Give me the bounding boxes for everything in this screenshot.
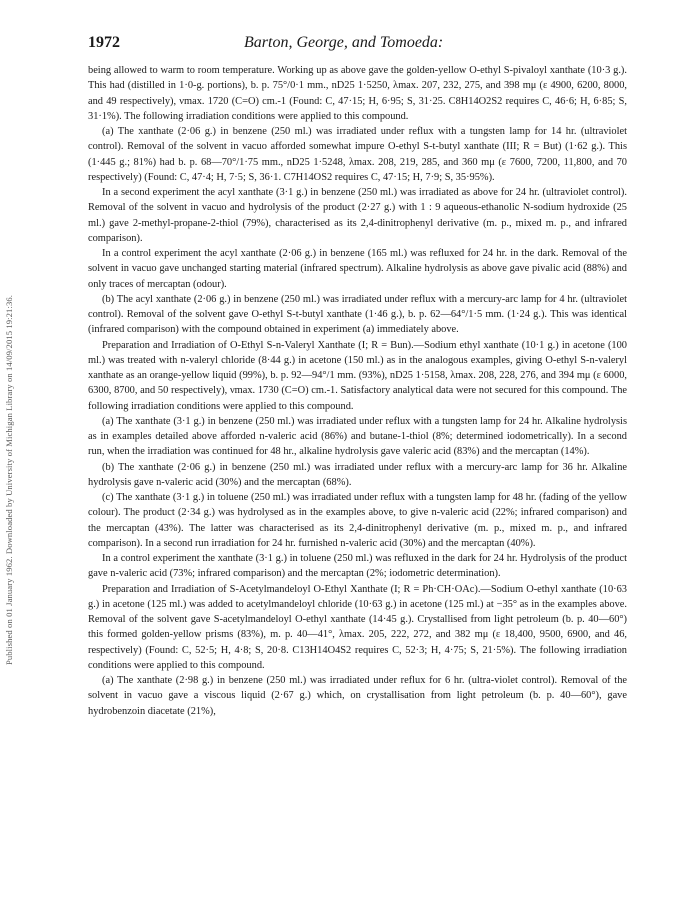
page-number: 1972 — [88, 34, 120, 51]
paragraph: (a) The xanthate (2·98 g.) in benzene (250 ml.) was irradiated under reflux for 6 hr. (ultra-violet control). Removal of the solvent in vacuo gave a viscous liquid (2·67 g.) which, on crystallisation from light petroleum (b. p. 40—60°), gave hydrobenzoin diacetate (21%), — [88, 675, 627, 717]
download-notice — [2, 150, 16, 810]
paragraph: (b) The acyl xanthate (2·06 g.) in benzene (250 ml.) was irradiated under reflux with a mercury-arc lamp for 4 hr. (ultraviolet control). Removal of the solvent gave O-ethyl S-t-butyl xanthate (1·46 g.), b. p. 62—64°/1·5 mm. (1·24 g.). This was identical (infrared comparison) with the compound obtained in experiment (a) immediately above. — [88, 293, 627, 336]
paragraph: Preparation and Irradiation of O-Ethyl S-n-Valeryl Xanthate (I; R = Bun).—Sodium ethyl xanthate (10·1 g.) in acetone (100 ml.) was treated with n-valeryl chloride (8·44 g.) in acetone (150 ml.) as in the analogous examples, giving O-ethyl S-n-valeryl xanthate as an orange-yellow liquid (99%), b. p. 92—94°/1 mm. (93%), nD25 1·5158, λmax. 208, 228, 276, and 394 mμ (ε 6000, 6300, 8700, and 50 respectively), νmax. 1730 (C=O) cm.-1. Satisfactory analytical data were not secured for this compound. The following irradiation conditions were applied to this compound. — [88, 339, 627, 412]
paragraph: being allowed to warm to room temperature. Working up as above gave the golden-yellow O-ethyl S-pivaloyl xanthate (10·3 g.). This had (distilled in 1·0-g. portions), b. p. 75°/0·1 mm., nD25 1·5250, λmax. 207, 232, 275, and 398 mμ (ε 4900, 6200, 8000, and 49 respectively), νmax. 1720 (C=O) cm.-1 (Found: C, 47·15; H, 6·95; S, 31·25. C8H14O2S2 requires C, 46·6; H, 6·85; S, 31·1%). The following irradiation conditions were applied to this compound. — [88, 65, 627, 122]
paragraph: Preparation and Irradiation of S-Acetylmandeloyl O-Ethyl Xanthate (I; R = Ph·CH·OAc).—Sodium O-ethyl xanthate (10·63 g.) in acetone (125 ml.) was added to acetylmandeloyl chloride (10·63 g.) in acetone (125 ml.) at −35° as in the examples above. Removal of the solvent gave S-acetylmandeloyl O-ethyl xanthate (14·45 g.). Crystallised from light petroleum (b. p. 40—60°) this formed golden-yellow prisms (83%), m. p. 40—41°, λmax. 205, 222, 272, and 382 mμ (ε 18,400, 9500, 6900, and 46, respectively) (Found: C, 52·5; H, 4·8; S, 20·8. C13H14O4S2 requires C, 52·3; H, 4·75; S, 21·5%). The following irradiation conditions were applied to this compound. — [88, 583, 627, 671]
paragraph: In a second experiment the acyl xanthate (3·1 g.) in benzene (250 ml.) was irradiated as above for 24 hr. (ultraviolet control). Removal of the solvent in vacuo and hydrolysis of the product (2·27 g.) with 1 : 9 aqueous-ethanolic N-sodium hydroxide (25 ml.) gave 2-methyl-propane-2-thiol (79%), characterised as its 2,4-dinitrophenyl derivative (m. p., mixed m. p., and infrared comparison). — [88, 187, 627, 244]
article-body — [88, 63, 627, 719]
paragraph: (c) The xanthate (3·1 g.) in toluene (250 ml.) was irradiated under reflux with a tungsten lamp for 48 hr. (fading of the yellow colour). The product (2·34 g.) was hydrolysed as in the examples above, to give n-valeric acid (22%; infrared comparison) and the mercaptan (43%). The latter was characterised as its 2,4-dinitrophenyl derivative (m. p., mixed m. p., and infrared comparison). In a second run irradiation for 24 hr. furnished n-valeric acid (30%) and the mercaptan (40%). — [88, 492, 627, 549]
paragraph: (a) The xanthate (2·06 g.) in benzene (250 ml.) was irradiated under reflux with a tungsten lamp for 14 hr. (ultraviolet control). Removal of the solvent in vacuo afforded somewhat impure O-ethyl S-t-butyl xanthate (III; R = But) (1·62 g.). This (1·445 g.; 81%) had b. p. 68—70°/1·75 mm., nD25 1·5248, λmax. 208, 219, 285, and 360 mμ (ε 7600, 7200, 11,800, and 70 respectively) (Found: C, 47·4; H, 7·5; S, 36·1. C7H14OS2 requires C, 47·15; H, 7·9; S, 35·95%). — [88, 126, 627, 183]
paragraph: In a control experiment the acyl xanthate (2·06 g.) in benzene (165 ml.) was refluxed for 24 hr. in the dark. Removal of the solvent in vacuo gave unchanged starting material (infrared spectrum). Alkaline hydrolysis as above gave pivalic acid (88%) and only traces of mercaptan (odour). — [88, 248, 627, 290]
download-notice-text: Published on 01 January 1962. Downloaded by University of Michigan Library on 14/09/2015 19:21:36. — [4, 295, 14, 665]
running-title: Barton, George, and Tomoeda: — [244, 34, 444, 51]
page-header — [88, 34, 628, 54]
paragraph: (a) The xanthate (3·1 g.) in benzene (250 ml.) was irradiated under reflux with a tungsten lamp for 24 hr. Alkaline hydrolysis as in examples detailed above afforded n-valeric acid (86%) and butane-1-thiol (8%; determined iodometrically). In a second run, when the irradiation was continued for 48 hr., alkaline hydrolysis gave valeric acid (83%) and the mercaptan (14%). — [88, 415, 627, 458]
paragraph: In a control experiment the xanthate (3·1 g.) in toluene (250 ml.) was refluxed in the dark for 24 hr. Hydrolysis of the product gave n-valeric acid (73%; infrared comparison) and the mercaptan (2%; iodometric determination). — [88, 553, 627, 580]
paragraph: (b) The xanthate (2·06 g.) in benzene (250 ml.) was irradiated under reflux with a mercury-arc lamp for 36 hr. Alkaline hydrolysis gave n-valeric acid (30%) and the mercaptan (68%). — [88, 461, 627, 488]
